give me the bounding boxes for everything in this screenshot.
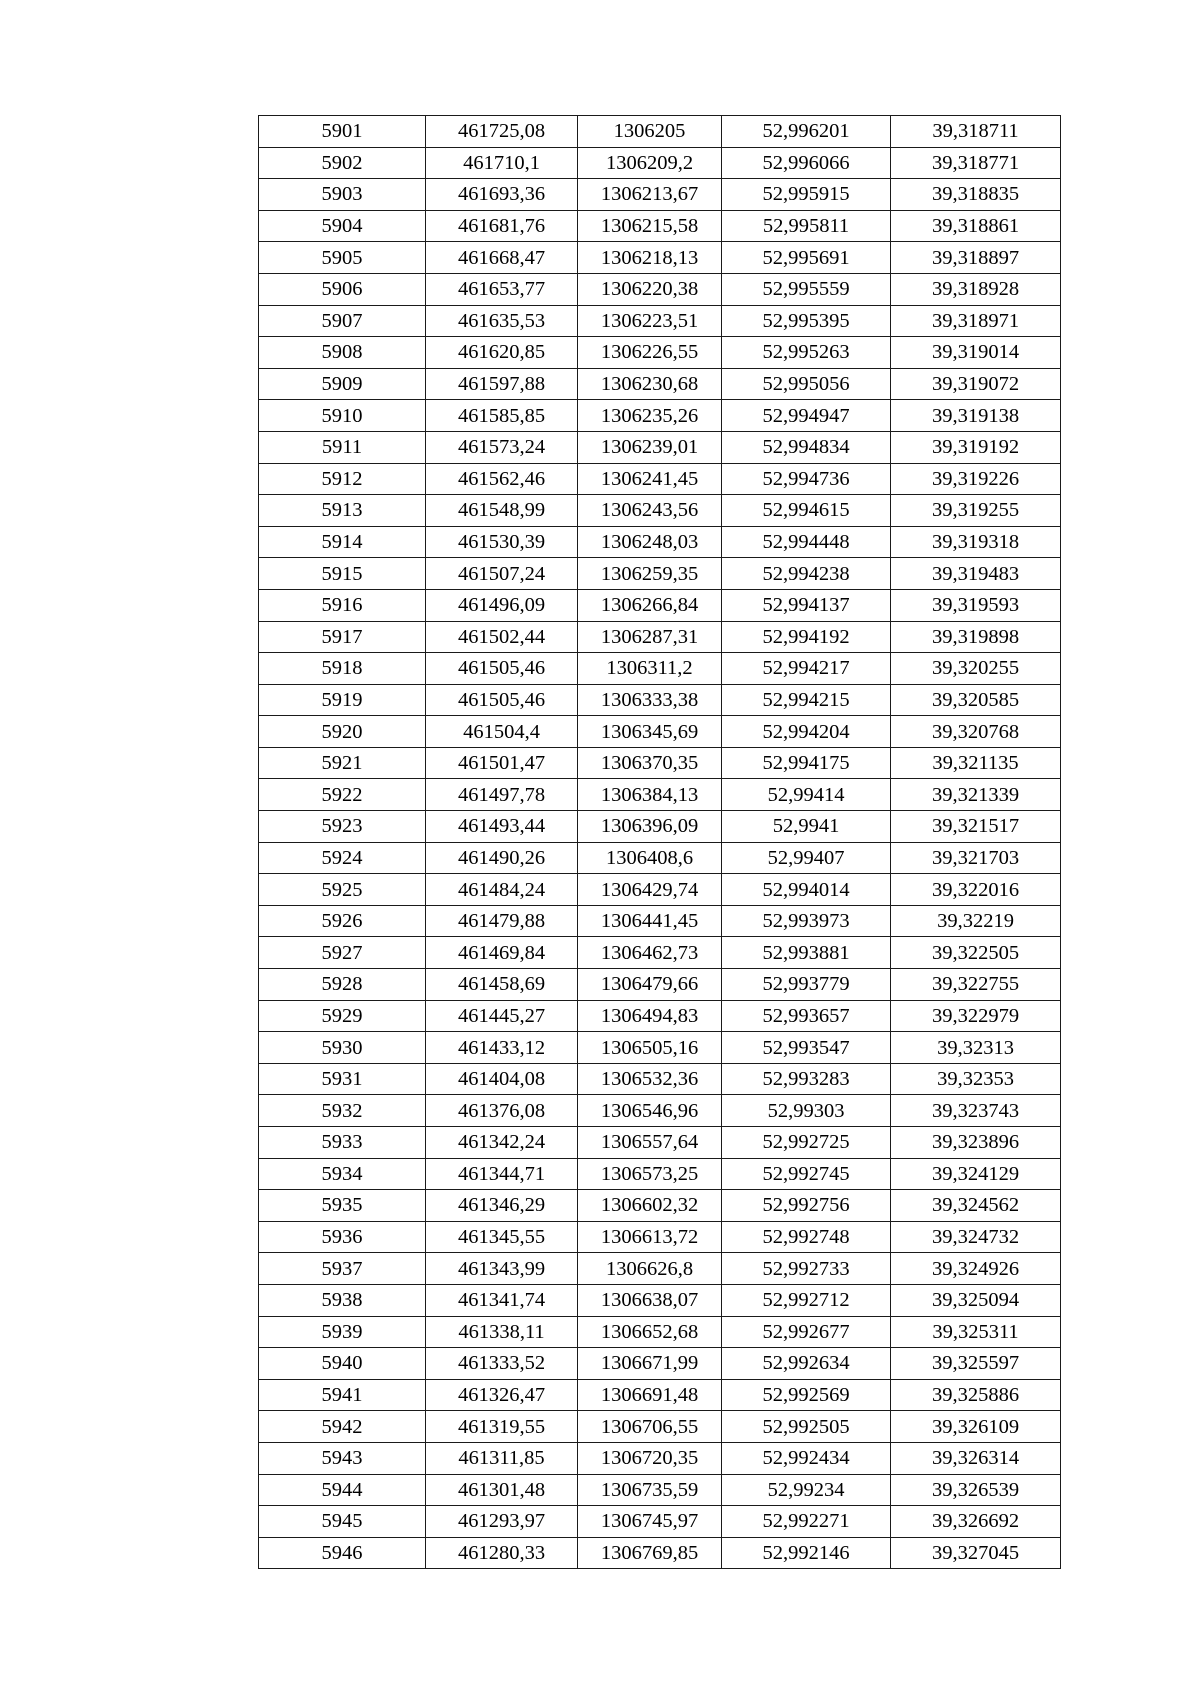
longitude-cell: 39,319138 <box>891 400 1061 432</box>
x-coordinate-cell: 461333,52 <box>426 1348 578 1380</box>
y-coordinate-cell: 1306494,83 <box>578 1000 722 1032</box>
x-coordinate-cell: 461505,46 <box>426 684 578 716</box>
x-coordinate-cell: 461504,4 <box>426 716 578 748</box>
table-row <box>259 116 1061 148</box>
x-coordinate-cell: 461496,09 <box>426 589 578 621</box>
table-row <box>259 305 1061 337</box>
table-row <box>259 1158 1061 1190</box>
y-coordinate-cell: 1306370,35 <box>578 747 722 779</box>
x-coordinate-cell: 461344,71 <box>426 1158 578 1190</box>
x-coordinate-cell: 461548,99 <box>426 495 578 527</box>
table-row <box>259 242 1061 274</box>
point-number-cell: 5926 <box>259 905 426 937</box>
table-row <box>259 1190 1061 1222</box>
longitude-cell: 39,32353 <box>891 1063 1061 1095</box>
point-number-cell: 5913 <box>259 495 426 527</box>
longitude-cell: 39,322505 <box>891 937 1061 969</box>
x-coordinate-cell: 461530,39 <box>426 526 578 558</box>
latitude-cell: 52,995395 <box>722 305 891 337</box>
latitude-cell: 52,994204 <box>722 716 891 748</box>
latitude-cell: 52,992505 <box>722 1411 891 1443</box>
y-coordinate-cell: 1306266,84 <box>578 589 722 621</box>
longitude-cell: 39,324562 <box>891 1190 1061 1222</box>
point-number-cell: 5932 <box>259 1095 426 1127</box>
table-row <box>259 1348 1061 1380</box>
point-number-cell: 5928 <box>259 969 426 1001</box>
latitude-cell: 52,992271 <box>722 1506 891 1538</box>
longitude-cell: 39,318897 <box>891 242 1061 274</box>
longitude-cell: 39,326109 <box>891 1411 1061 1443</box>
longitude-cell: 39,320585 <box>891 684 1061 716</box>
y-coordinate-cell: 1306602,32 <box>578 1190 722 1222</box>
latitude-cell: 52,993973 <box>722 905 891 937</box>
x-coordinate-cell: 461345,55 <box>426 1221 578 1253</box>
x-coordinate-cell: 461280,33 <box>426 1537 578 1569</box>
table-row <box>259 1411 1061 1443</box>
longitude-cell: 39,319072 <box>891 368 1061 400</box>
x-coordinate-cell: 461693,36 <box>426 179 578 211</box>
y-coordinate-cell: 1306462,73 <box>578 937 722 969</box>
longitude-cell: 39,32219 <box>891 905 1061 937</box>
y-coordinate-cell: 1306691,48 <box>578 1379 722 1411</box>
latitude-cell: 52,992569 <box>722 1379 891 1411</box>
y-coordinate-cell: 1306248,03 <box>578 526 722 558</box>
point-number-cell: 5918 <box>259 653 426 685</box>
point-number-cell: 5929 <box>259 1000 426 1032</box>
table-row <box>259 1506 1061 1538</box>
longitude-cell: 39,322979 <box>891 1000 1061 1032</box>
latitude-cell: 52,994834 <box>722 431 891 463</box>
table-row <box>259 526 1061 558</box>
table-row <box>259 1537 1061 1569</box>
x-coordinate-cell: 461635,53 <box>426 305 578 337</box>
x-coordinate-cell: 461341,74 <box>426 1284 578 1316</box>
coordinates-table <box>258 115 1061 1569</box>
table-row <box>259 747 1061 779</box>
table-row <box>259 337 1061 369</box>
y-coordinate-cell: 1306213,67 <box>578 179 722 211</box>
longitude-cell: 39,320255 <box>891 653 1061 685</box>
x-coordinate-cell: 461573,24 <box>426 431 578 463</box>
y-coordinate-cell: 1306706,55 <box>578 1411 722 1443</box>
latitude-cell: 52,994137 <box>722 589 891 621</box>
point-number-cell: 5919 <box>259 684 426 716</box>
table-row <box>259 463 1061 495</box>
latitude-cell: 52,9941 <box>722 811 891 843</box>
table-row <box>259 179 1061 211</box>
y-coordinate-cell: 1306220,38 <box>578 273 722 305</box>
longitude-cell: 39,322016 <box>891 874 1061 906</box>
table-row <box>259 811 1061 843</box>
longitude-cell: 39,323743 <box>891 1095 1061 1127</box>
latitude-cell: 52,994192 <box>722 621 891 653</box>
longitude-cell: 39,318711 <box>891 116 1061 148</box>
longitude-cell: 39,319483 <box>891 558 1061 590</box>
longitude-cell: 39,327045 <box>891 1537 1061 1569</box>
x-coordinate-cell: 461479,88 <box>426 905 578 937</box>
point-number-cell: 5914 <box>259 526 426 558</box>
latitude-cell: 52,992146 <box>722 1537 891 1569</box>
longitude-cell: 39,318861 <box>891 210 1061 242</box>
table-row <box>259 716 1061 748</box>
point-number-cell: 5915 <box>259 558 426 590</box>
table-row <box>259 1379 1061 1411</box>
x-coordinate-cell: 461562,46 <box>426 463 578 495</box>
table-row <box>259 937 1061 969</box>
x-coordinate-cell: 461433,12 <box>426 1032 578 1064</box>
y-coordinate-cell: 1306223,51 <box>578 305 722 337</box>
point-number-cell: 5922 <box>259 779 426 811</box>
longitude-cell: 39,326692 <box>891 1506 1061 1538</box>
table-row <box>259 210 1061 242</box>
point-number-cell: 5908 <box>259 337 426 369</box>
point-number-cell: 5902 <box>259 147 426 179</box>
table-row <box>259 684 1061 716</box>
x-coordinate-cell: 461326,47 <box>426 1379 578 1411</box>
point-number-cell: 5927 <box>259 937 426 969</box>
table-row <box>259 1127 1061 1159</box>
table-row <box>259 495 1061 527</box>
point-number-cell: 5916 <box>259 589 426 621</box>
x-coordinate-cell: 461505,46 <box>426 653 578 685</box>
latitude-cell: 52,995811 <box>722 210 891 242</box>
latitude-cell: 52,994217 <box>722 653 891 685</box>
latitude-cell: 52,995915 <box>722 179 891 211</box>
x-coordinate-cell: 461507,24 <box>426 558 578 590</box>
longitude-cell: 39,318928 <box>891 273 1061 305</box>
x-coordinate-cell: 461725,08 <box>426 116 578 148</box>
latitude-cell: 52,992745 <box>722 1158 891 1190</box>
longitude-cell: 39,319318 <box>891 526 1061 558</box>
point-number-cell: 5935 <box>259 1190 426 1222</box>
point-number-cell: 5930 <box>259 1032 426 1064</box>
y-coordinate-cell: 1306557,64 <box>578 1127 722 1159</box>
longitude-cell: 39,325597 <box>891 1348 1061 1380</box>
x-coordinate-cell: 461502,44 <box>426 621 578 653</box>
y-coordinate-cell: 1306235,26 <box>578 400 722 432</box>
point-number-cell: 5912 <box>259 463 426 495</box>
coordinates-table-body <box>259 116 1061 1569</box>
table-row <box>259 368 1061 400</box>
longitude-cell: 39,319593 <box>891 589 1061 621</box>
y-coordinate-cell: 1306215,58 <box>578 210 722 242</box>
point-number-cell: 5940 <box>259 1348 426 1380</box>
y-coordinate-cell: 1306226,55 <box>578 337 722 369</box>
table-row <box>259 969 1061 1001</box>
latitude-cell: 52,994238 <box>722 558 891 590</box>
y-coordinate-cell: 1306626,8 <box>578 1253 722 1285</box>
table-row <box>259 1221 1061 1253</box>
y-coordinate-cell: 1306287,31 <box>578 621 722 653</box>
longitude-cell: 39,319898 <box>891 621 1061 653</box>
x-coordinate-cell: 461376,08 <box>426 1095 578 1127</box>
y-coordinate-cell: 1306230,68 <box>578 368 722 400</box>
y-coordinate-cell: 1306259,35 <box>578 558 722 590</box>
latitude-cell: 52,992434 <box>722 1442 891 1474</box>
point-number-cell: 5934 <box>259 1158 426 1190</box>
x-coordinate-cell: 461710,1 <box>426 147 578 179</box>
x-coordinate-cell: 461404,08 <box>426 1063 578 1095</box>
point-number-cell: 5933 <box>259 1127 426 1159</box>
longitude-cell: 39,322755 <box>891 969 1061 1001</box>
point-number-cell: 5901 <box>259 116 426 148</box>
x-coordinate-cell: 461458,69 <box>426 969 578 1001</box>
latitude-cell: 52,992725 <box>722 1127 891 1159</box>
table-row <box>259 874 1061 906</box>
longitude-cell: 39,320768 <box>891 716 1061 748</box>
y-coordinate-cell: 1306396,09 <box>578 811 722 843</box>
point-number-cell: 5904 <box>259 210 426 242</box>
y-coordinate-cell: 1306384,13 <box>578 779 722 811</box>
table-row <box>259 905 1061 937</box>
latitude-cell: 52,992712 <box>722 1284 891 1316</box>
table-row <box>259 842 1061 874</box>
table-row <box>259 1442 1061 1474</box>
x-coordinate-cell: 461293,97 <box>426 1506 578 1538</box>
longitude-cell: 39,321339 <box>891 779 1061 811</box>
point-number-cell: 5920 <box>259 716 426 748</box>
latitude-cell: 52,995691 <box>722 242 891 274</box>
point-number-cell: 5937 <box>259 1253 426 1285</box>
y-coordinate-cell: 1306745,97 <box>578 1506 722 1538</box>
latitude-cell: 52,995263 <box>722 337 891 369</box>
point-number-cell: 5909 <box>259 368 426 400</box>
latitude-cell: 52,992733 <box>722 1253 891 1285</box>
point-number-cell: 5910 <box>259 400 426 432</box>
y-coordinate-cell: 1306546,96 <box>578 1095 722 1127</box>
latitude-cell: 52,99414 <box>722 779 891 811</box>
y-coordinate-cell: 1306735,59 <box>578 1474 722 1506</box>
point-number-cell: 5923 <box>259 811 426 843</box>
y-coordinate-cell: 1306345,69 <box>578 716 722 748</box>
x-coordinate-cell: 461668,47 <box>426 242 578 274</box>
x-coordinate-cell: 461338,11 <box>426 1316 578 1348</box>
y-coordinate-cell: 1306479,66 <box>578 969 722 1001</box>
point-number-cell: 5911 <box>259 431 426 463</box>
latitude-cell: 52,994736 <box>722 463 891 495</box>
latitude-cell: 52,993881 <box>722 937 891 969</box>
latitude-cell: 52,994175 <box>722 747 891 779</box>
y-coordinate-cell: 1306218,13 <box>578 242 722 274</box>
longitude-cell: 39,326539 <box>891 1474 1061 1506</box>
table-row <box>259 589 1061 621</box>
y-coordinate-cell: 1306720,35 <box>578 1442 722 1474</box>
latitude-cell: 52,99303 <box>722 1095 891 1127</box>
longitude-cell: 39,325886 <box>891 1379 1061 1411</box>
y-coordinate-cell: 1306243,56 <box>578 495 722 527</box>
y-coordinate-cell: 1306652,68 <box>578 1316 722 1348</box>
latitude-cell: 52,994615 <box>722 495 891 527</box>
x-coordinate-cell: 461585,85 <box>426 400 578 432</box>
x-coordinate-cell: 461469,84 <box>426 937 578 969</box>
point-number-cell: 5939 <box>259 1316 426 1348</box>
y-coordinate-cell: 1306205 <box>578 116 722 148</box>
x-coordinate-cell: 461301,48 <box>426 1474 578 1506</box>
longitude-cell: 39,319192 <box>891 431 1061 463</box>
longitude-cell: 39,319255 <box>891 495 1061 527</box>
latitude-cell: 52,992677 <box>722 1316 891 1348</box>
x-coordinate-cell: 461343,99 <box>426 1253 578 1285</box>
latitude-cell: 52,993779 <box>722 969 891 1001</box>
x-coordinate-cell: 461342,24 <box>426 1127 578 1159</box>
latitude-cell: 52,995056 <box>722 368 891 400</box>
y-coordinate-cell: 1306241,45 <box>578 463 722 495</box>
y-coordinate-cell: 1306613,72 <box>578 1221 722 1253</box>
x-coordinate-cell: 461311,85 <box>426 1442 578 1474</box>
table-row <box>259 653 1061 685</box>
latitude-cell: 52,994448 <box>722 526 891 558</box>
longitude-cell: 39,319014 <box>891 337 1061 369</box>
x-coordinate-cell: 461620,85 <box>426 337 578 369</box>
y-coordinate-cell: 1306311,2 <box>578 653 722 685</box>
y-coordinate-cell: 1306333,38 <box>578 684 722 716</box>
y-coordinate-cell: 1306505,16 <box>578 1032 722 1064</box>
longitude-cell: 39,32313 <box>891 1032 1061 1064</box>
table-row <box>259 273 1061 305</box>
y-coordinate-cell: 1306441,45 <box>578 905 722 937</box>
x-coordinate-cell: 461490,26 <box>426 842 578 874</box>
x-coordinate-cell: 461484,24 <box>426 874 578 906</box>
x-coordinate-cell: 461597,88 <box>426 368 578 400</box>
y-coordinate-cell: 1306671,99 <box>578 1348 722 1380</box>
y-coordinate-cell: 1306429,74 <box>578 874 722 906</box>
y-coordinate-cell: 1306573,25 <box>578 1158 722 1190</box>
table-row <box>259 1253 1061 1285</box>
latitude-cell: 52,994947 <box>722 400 891 432</box>
point-number-cell: 5942 <box>259 1411 426 1443</box>
longitude-cell: 39,323896 <box>891 1127 1061 1159</box>
x-coordinate-cell: 461497,78 <box>426 779 578 811</box>
latitude-cell: 52,994215 <box>722 684 891 716</box>
point-number-cell: 5924 <box>259 842 426 874</box>
longitude-cell: 39,321703 <box>891 842 1061 874</box>
x-coordinate-cell: 461346,29 <box>426 1190 578 1222</box>
table-row <box>259 1095 1061 1127</box>
latitude-cell: 52,993657 <box>722 1000 891 1032</box>
point-number-cell: 5943 <box>259 1442 426 1474</box>
longitude-cell: 39,325094 <box>891 1284 1061 1316</box>
table-row <box>259 1032 1061 1064</box>
latitude-cell: 52,99407 <box>722 842 891 874</box>
longitude-cell: 39,319226 <box>891 463 1061 495</box>
latitude-cell: 52,995559 <box>722 273 891 305</box>
longitude-cell: 39,325311 <box>891 1316 1061 1348</box>
longitude-cell: 39,324926 <box>891 1253 1061 1285</box>
point-number-cell: 5931 <box>259 1063 426 1095</box>
y-coordinate-cell: 1306239,01 <box>578 431 722 463</box>
y-coordinate-cell: 1306769,85 <box>578 1537 722 1569</box>
longitude-cell: 39,318835 <box>891 179 1061 211</box>
latitude-cell: 52,996201 <box>722 116 891 148</box>
x-coordinate-cell: 461319,55 <box>426 1411 578 1443</box>
point-number-cell: 5921 <box>259 747 426 779</box>
latitude-cell: 52,992748 <box>722 1221 891 1253</box>
latitude-cell: 52,99234 <box>722 1474 891 1506</box>
point-number-cell: 5907 <box>259 305 426 337</box>
table-row <box>259 621 1061 653</box>
latitude-cell: 52,996066 <box>722 147 891 179</box>
x-coordinate-cell: 461493,44 <box>426 811 578 843</box>
point-number-cell: 5903 <box>259 179 426 211</box>
table-row <box>259 431 1061 463</box>
longitude-cell: 39,324732 <box>891 1221 1061 1253</box>
point-number-cell: 5925 <box>259 874 426 906</box>
y-coordinate-cell: 1306532,36 <box>578 1063 722 1095</box>
table-row <box>259 1284 1061 1316</box>
longitude-cell: 39,318971 <box>891 305 1061 337</box>
point-number-cell: 5906 <box>259 273 426 305</box>
point-number-cell: 5941 <box>259 1379 426 1411</box>
x-coordinate-cell: 461681,76 <box>426 210 578 242</box>
point-number-cell: 5944 <box>259 1474 426 1506</box>
table-row <box>259 400 1061 432</box>
table-row <box>259 1063 1061 1095</box>
point-number-cell: 5917 <box>259 621 426 653</box>
point-number-cell: 5945 <box>259 1506 426 1538</box>
longitude-cell: 39,324129 <box>891 1158 1061 1190</box>
latitude-cell: 52,992756 <box>722 1190 891 1222</box>
point-number-cell: 5938 <box>259 1284 426 1316</box>
table-row <box>259 1316 1061 1348</box>
latitude-cell: 52,992634 <box>722 1348 891 1380</box>
longitude-cell: 39,321135 <box>891 747 1061 779</box>
latitude-cell: 52,993283 <box>722 1063 891 1095</box>
point-number-cell: 5946 <box>259 1537 426 1569</box>
table-row <box>259 1474 1061 1506</box>
table-row <box>259 1000 1061 1032</box>
x-coordinate-cell: 461501,47 <box>426 747 578 779</box>
y-coordinate-cell: 1306638,07 <box>578 1284 722 1316</box>
y-coordinate-cell: 1306408,6 <box>578 842 722 874</box>
latitude-cell: 52,993547 <box>722 1032 891 1064</box>
point-number-cell: 5905 <box>259 242 426 274</box>
longitude-cell: 39,318771 <box>891 147 1061 179</box>
longitude-cell: 39,321517 <box>891 811 1061 843</box>
table-row <box>259 779 1061 811</box>
table-row <box>259 558 1061 590</box>
x-coordinate-cell: 461445,27 <box>426 1000 578 1032</box>
y-coordinate-cell: 1306209,2 <box>578 147 722 179</box>
x-coordinate-cell: 461653,77 <box>426 273 578 305</box>
latitude-cell: 52,994014 <box>722 874 891 906</box>
longitude-cell: 39,326314 <box>891 1442 1061 1474</box>
table-row <box>259 147 1061 179</box>
point-number-cell: 5936 <box>259 1221 426 1253</box>
